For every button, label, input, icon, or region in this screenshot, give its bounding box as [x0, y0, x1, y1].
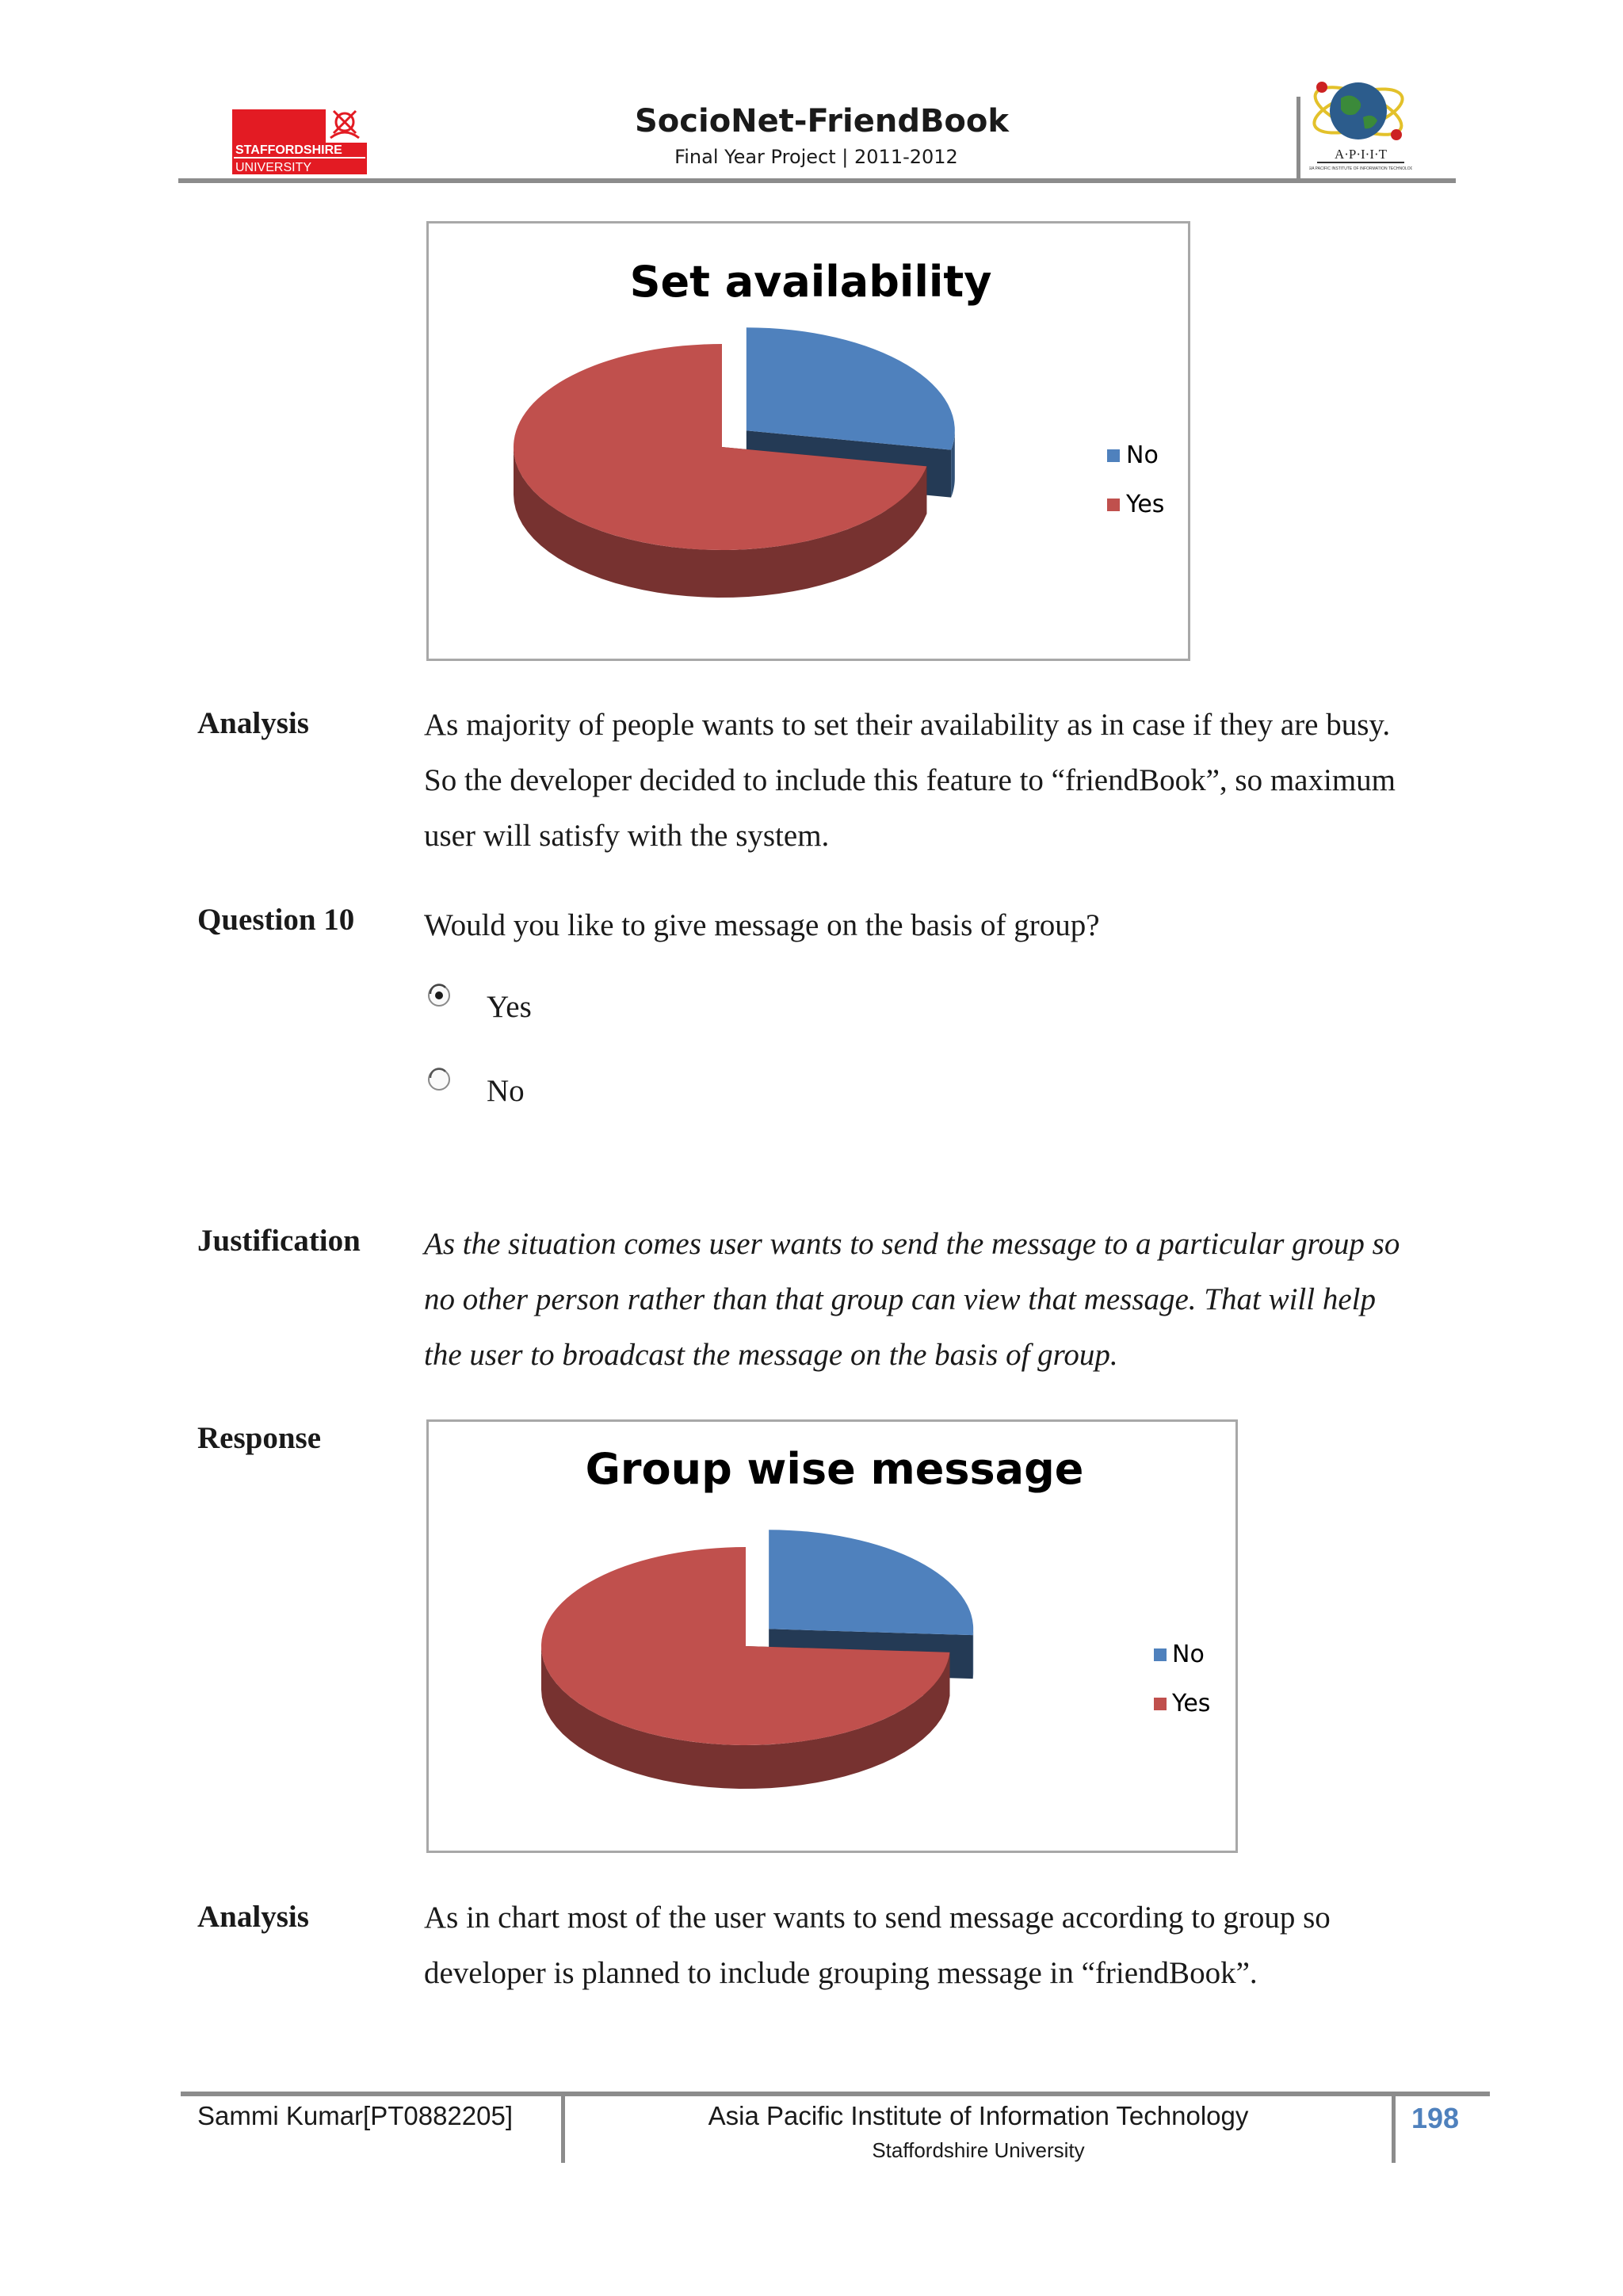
header-rule — [178, 178, 1456, 183]
footer-university: Staffordshire University — [872, 2138, 1085, 2162]
set-availability-pie — [429, 223, 1188, 659]
svg-text:A·P·I·I·T: A·P·I·I·T — [1334, 147, 1388, 162]
legend-label-no: No — [1126, 441, 1159, 469]
analysis-paragraph — [424, 697, 1472, 864]
document-title: SocioNet-FriendBook — [634, 103, 1009, 139]
response-label: Response — [197, 1421, 322, 1455]
question-label: Question 10 — [197, 903, 355, 937]
footer-institute: Asia Pacific Institute of Information Technology — [708, 2101, 1249, 2130]
legend-swatch-yes — [1107, 499, 1120, 511]
radio-no-icon[interactable] — [426, 1067, 452, 1092]
svg-text:STAFFORDSHIRE: STAFFORDSHIRE — [235, 143, 342, 157]
chart-title: Set availability — [629, 257, 992, 307]
justification-label: Justification — [197, 1224, 361, 1258]
page-number: 198 — [1411, 2102, 1460, 2134]
analysis-line: user will satisfy with the system. — [424, 819, 830, 853]
analysis-label: Analysis — [197, 1900, 309, 1934]
analysis-line: developer is planned to include grouping message in “friendBook”. — [424, 1956, 1258, 1990]
justification-line: the user to broadcast the message on the basis of group. — [424, 1338, 1118, 1372]
apiit-logo — [1309, 70, 1412, 173]
svg-text:ASIA PACIFIC INSTITUTE OF INFO: ASIA PACIFIC INSTITUTE OF INFORMATION TECHNOLOGY — [1309, 166, 1412, 171]
analysis-paragraph — [424, 1890, 1472, 2001]
legend-label-yes: Yes — [1126, 491, 1165, 518]
footer-author: Sammi Kumar[PT0882205] — [197, 2101, 514, 2130]
radio-no-label: No — [487, 1074, 525, 1108]
legend-swatch-no — [1107, 449, 1120, 462]
justification-line: As the situation comes user wants to send the message to a particular group so — [424, 1227, 1400, 1261]
analysis-line: As in chart most of the user wants to send message according to group so — [424, 1901, 1331, 1935]
radio-yes-selected-icon[interactable] — [426, 983, 452, 1008]
legend-label-no: No — [1172, 1641, 1205, 1668]
chart-title: Group wise message — [585, 1444, 1084, 1494]
analysis-line: So the developer decided to include this feature to “friendBook”, so maximum — [424, 763, 1396, 797]
header-divider — [1296, 97, 1300, 182]
question-text: Would you like to give message on the basis of group? — [424, 908, 1100, 942]
document-subtitle: Final Year Project | 2011-2012 — [674, 146, 958, 168]
chart-legend — [1107, 441, 1164, 518]
group-wise-message-pie — [429, 1422, 1235, 1851]
set-availability-chart — [426, 221, 1190, 661]
footer-rule — [181, 2092, 1490, 2096]
analysis-line: As majority of people wants to set their availability as in case if they are busy. — [424, 708, 1391, 742]
justification-paragraph — [424, 1217, 1472, 1383]
radio-yes-label: Yes — [487, 990, 532, 1024]
analysis-label: Analysis — [197, 706, 309, 740]
chart-legend — [1154, 1641, 1210, 1717]
justification-line: no other person rather than that group can view that message. That will help — [424, 1282, 1377, 1316]
legend-swatch-no — [1154, 1648, 1167, 1661]
legend-label-yes: Yes — [1172, 1690, 1211, 1717]
legend-swatch-yes — [1154, 1698, 1167, 1710]
group-wise-message-chart — [426, 1419, 1238, 1853]
svg-text:UNIVERSITY: UNIVERSITY — [235, 161, 312, 174]
